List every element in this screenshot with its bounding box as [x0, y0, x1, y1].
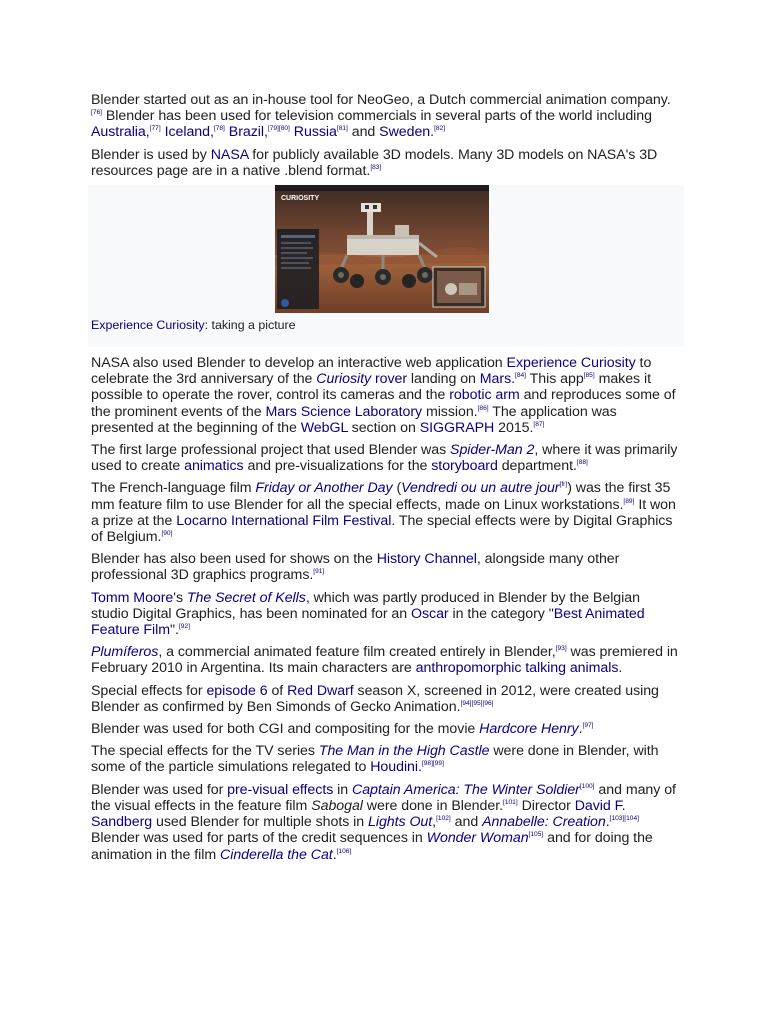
text: The Man in the High Castle [318, 743, 490, 760]
link-locarno[interactable]: Locarno International Film Festival [176, 512, 392, 529]
link-lights-out[interactable] [368, 814, 432, 830]
text-sabogal: Sabogal [311, 797, 363, 814]
reference[interactable]: [86] [477, 404, 489, 412]
text: Curiosity [316, 371, 372, 388]
reference[interactable]: [92] [178, 623, 190, 631]
curiosity-rover-image [275, 185, 489, 313]
text: Plumíferos [91, 644, 159, 661]
text: makes it possible to operate the rover, control its cameras and the [91, 371, 651, 404]
text: and for doing the animation in the film [91, 830, 653, 863]
text: Lights Out [368, 814, 433, 831]
text: was premiered in February 2010 in Argentina. Its main characters are [91, 644, 678, 677]
link-experience-curiosity[interactable]: Experience Curiosity [506, 355, 636, 372]
article-body [91, 92, 681, 869]
text: Cinderella the Cat [220, 846, 333, 863]
link-houdini[interactable]: Houdini [370, 759, 418, 776]
text: The application was presented at the beginning of the [91, 403, 617, 436]
reference[interactable]: [102] [436, 815, 451, 823]
text: . [618, 660, 623, 677]
paragraph-high-castle [91, 743, 681, 775]
link-wonder-woman[interactable] [427, 830, 529, 846]
text: section on [347, 419, 420, 436]
text: in the category " [448, 605, 554, 622]
link-hardcore-henry[interactable] [479, 721, 578, 737]
text: , alongside many other professional 3D graphics programs. [91, 551, 620, 584]
text: . [511, 371, 516, 388]
paragraph-captain-america [91, 782, 681, 863]
link-brazil[interactable]: Brazil [228, 124, 264, 141]
paragraph-spider-man [91, 442, 681, 474]
paragraph-plumiferos [91, 644, 681, 676]
link-vendredi[interactable] [401, 480, 559, 496]
text: ". [170, 622, 179, 639]
paragraph-nasa [91, 147, 681, 179]
reference[interactable]: [79][80] [267, 125, 290, 133]
reference[interactable]: [77] [149, 125, 161, 133]
reference[interactable]: [106] [336, 847, 352, 855]
link-siggraph[interactable]: SIGGRAPH [419, 419, 495, 436]
reference[interactable]: [90] [161, 530, 173, 538]
text: . [332, 846, 337, 863]
text: Friday or Another Day [255, 480, 393, 497]
text: The first large professional project that used Blender was [91, 442, 451, 459]
text: This app [526, 371, 584, 388]
link-curiosity-rover[interactable] [316, 371, 407, 387]
text: , [209, 124, 214, 141]
link-experience-curiosity-caption[interactable]: Experience Curiosity [91, 318, 205, 333]
text: Blender was used for parts of the credit sequences in [91, 830, 427, 847]
text: Blender was used for [91, 781, 228, 798]
text: Special effects for [91, 682, 207, 699]
link-secret-of-kells[interactable] [187, 590, 306, 606]
link-best-animated-feature[interactable]: Best Animated Feature Film [91, 605, 645, 639]
paragraph-friday [91, 480, 681, 545]
link-anthropomorphic[interactable]: anthropomorphic talking animals [415, 660, 619, 677]
reference[interactable]: [82] [434, 125, 446, 133]
text: mission. [422, 403, 478, 420]
text: The French-language film [91, 480, 256, 497]
text: : taking a picture [204, 318, 296, 333]
link-sweden[interactable]: Sweden [379, 124, 431, 141]
reference[interactable]: [101] [503, 798, 518, 806]
reference[interactable]: [78] [213, 125, 225, 133]
link-nasa[interactable]: NASA [210, 146, 249, 163]
text: , a commercial animated feature film created entirely in Blender, [158, 644, 556, 661]
text: Blender is used by [91, 146, 211, 163]
text: ( [392, 480, 402, 497]
text: and [347, 124, 380, 141]
text: 's [173, 589, 187, 606]
text: . [605, 814, 610, 831]
paragraph-neogeo [91, 92, 681, 141]
figure-caption [91, 318, 296, 332]
link-friday-or-another-day[interactable] [255, 480, 392, 496]
paragraph-history-channel [91, 551, 681, 583]
text: of [267, 682, 288, 699]
link-annabelle-creation[interactable] [482, 814, 606, 830]
text: . [430, 124, 435, 141]
text: 2015. [494, 419, 534, 436]
reference[interactable]: [fr] [559, 481, 568, 489]
text: landing on [407, 371, 480, 388]
link-mars-science-laboratory[interactable]: Mars Science Laboratory [265, 403, 423, 420]
text: Vendredi ou un autre jour [401, 480, 560, 497]
link-oscar[interactable]: Oscar [411, 605, 449, 622]
reference[interactable]: [87] [533, 420, 545, 428]
text: It won a prize at the [91, 496, 676, 529]
link-pre-visual-effects[interactable]: pre-visual effects [227, 781, 334, 798]
text: Blender started out as an in-house tool for NeoGeo, a Dutch commercial animation company. [91, 92, 671, 108]
text: The special effects for the TV series [91, 743, 319, 760]
link-robotic-arm[interactable]: robotic arm [449, 387, 520, 404]
paragraph-experience-curiosity [91, 355, 681, 436]
text: Captain America: The Winter Soldier [352, 781, 580, 798]
reference[interactable]: [98][99] [421, 760, 444, 768]
text: to celebrate the 3rd anniversary of the [91, 355, 652, 388]
text: and reproduces some of the prominent events of the [91, 387, 676, 420]
reference[interactable]: [93] [555, 645, 567, 653]
text: Director [517, 797, 575, 814]
paragraph-red-dwarf [91, 683, 681, 715]
link-webgl[interactable]: WebGL [300, 419, 348, 436]
link-plumiferos[interactable] [91, 644, 158, 660]
link-red-dwarf[interactable]: Red Dwarf [287, 682, 354, 699]
link-australia[interactable]: Australia [91, 124, 146, 141]
text: The Secret of Kells [186, 589, 306, 606]
text: Spider-Man 2 [450, 442, 535, 459]
link-mars[interactable]: Mars [479, 371, 512, 388]
reference[interactable]: [100] [579, 782, 595, 790]
reference[interactable]: [103][104] [609, 815, 639, 823]
text: department. [497, 458, 577, 475]
figure-experience-curiosity [88, 185, 684, 347]
link-spider-man-2[interactable] [450, 442, 534, 458]
curiosity-image[interactable] [275, 185, 489, 313]
text: . [578, 721, 583, 738]
text: . [418, 759, 422, 776]
link-animatics[interactable]: animatics [184, 458, 244, 475]
reference[interactable]: [89] [623, 497, 635, 505]
reference[interactable]: [84] [515, 372, 527, 380]
text: rover [371, 371, 408, 388]
text: Hardcore Henry [479, 721, 579, 738]
text: , [432, 814, 437, 831]
text: Blender was used for both CGI and compositing for the movie [91, 721, 480, 738]
text: and [450, 814, 483, 831]
reference[interactable]: [85] [583, 372, 595, 380]
text: were done in Blender, with some of the particle simulations relegated to [91, 743, 659, 776]
reference[interactable]: [97] [582, 722, 594, 730]
reference[interactable]: [83] [370, 163, 382, 171]
text: . The special effects were by Digital Graphics of Belgium. [91, 512, 673, 546]
paragraph-hardcore-henry [91, 721, 681, 737]
reference[interactable]: [105] [528, 831, 544, 839]
link-man-in-the-high-castle[interactable] [319, 743, 490, 759]
text: were done in Blender. [362, 797, 503, 814]
reference[interactable]: [76] [91, 109, 102, 117]
text: Blender has also been used for shows on the [91, 551, 377, 568]
text: , where it was primarily used to create [91, 442, 678, 475]
text: and pre-visualizations for the [243, 458, 432, 475]
link-storyboard[interactable]: storyboard [431, 458, 498, 475]
paragraph-secret-of-kells [91, 590, 681, 639]
text: Blender has been used for television commercials in several parts of the world including [102, 108, 652, 125]
link-episode-6[interactable]: episode 6 [206, 682, 268, 699]
link-captain-america[interactable] [352, 782, 580, 798]
text: ) was the first 35 mm feature film to use Blender for all the special effects, made on Linux workstations. [91, 480, 671, 513]
link-history-channel[interactable]: History Channel [376, 551, 477, 568]
link-cinderella-the-cat[interactable] [220, 847, 333, 863]
text: used Blender for multiple shots in [152, 814, 368, 831]
reference[interactable]: [81] [336, 125, 348, 133]
link-iceland[interactable]: Iceland [164, 124, 210, 141]
screen-logo-text: CURIOSITY [281, 195, 320, 203]
link-russia[interactable]: Russia [293, 124, 337, 141]
text: Wonder Woman [426, 830, 529, 847]
text: Annabelle: Creation [482, 814, 606, 831]
reference[interactable]: [94][95][96] [460, 699, 494, 707]
text: , [145, 124, 150, 141]
link-david-f-sandberg[interactable]: David F. Sandberg [91, 797, 626, 831]
text: in [333, 781, 352, 798]
text: season X, screened in 2012, were created using Blender as confirmed by Ben Simonds of Gecko Animation. [91, 682, 659, 715]
link-tomm-moore[interactable]: Tomm Moore [91, 589, 174, 606]
text: , [263, 124, 268, 141]
text: for publicly available 3D models. Many 3D models on NASA's 3D resources page are in a native .blend format. [91, 146, 658, 179]
text: NASA also used Blender to develop an interactive web application [91, 355, 507, 372]
text: and many of the visual effects in the feature film [91, 781, 676, 814]
text: , which was partly produced in Blender by the Belgian studio Digital Graphics, has been nominated for an [91, 589, 640, 622]
reference[interactable]: [88] [576, 459, 588, 467]
reference[interactable]: [91] [313, 568, 325, 576]
